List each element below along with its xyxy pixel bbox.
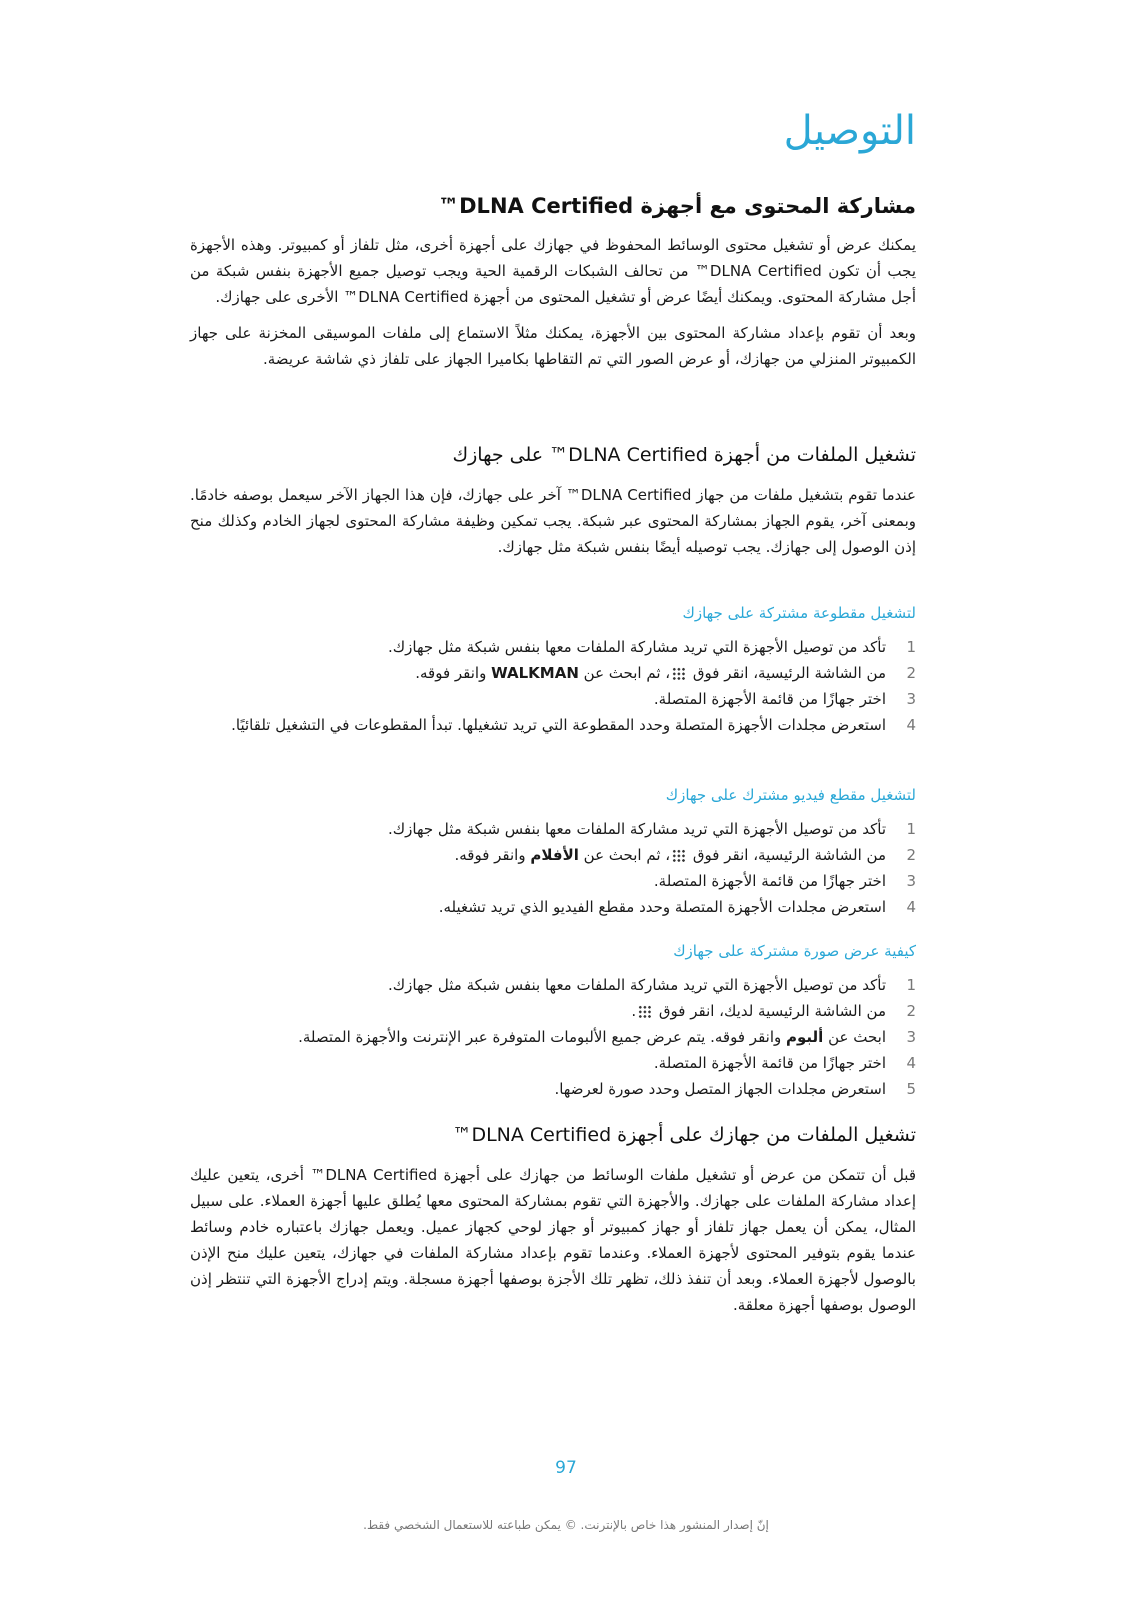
section-heading: تشغيل الملفات من جهازك على أجهزة DLNA Certified™ — [452, 1124, 916, 1146]
list-item: 1 تأكد من توصيل الأجهزة التي تريد مشاركة الملفات معها بنفس شبكة مثل جهازك. — [388, 638, 916, 656]
list-item: 2 من الشاشة الرئيسية، انقر فوق ، ثم ابحث عن WALKMAN وانقر فوقه. — [415, 664, 916, 682]
app-name: الأفلام — [530, 846, 579, 864]
subsection-heading: لتشغيل مقطع فيديو مشترك على جهازك — [665, 786, 916, 804]
section-heading: مشاركة المحتوى مع أجهزة DLNA Certified™ — [438, 194, 916, 218]
list-item: 5 استعرض مجلدات الجهاز المتصل وحدد صورة لعرضها. — [554, 1080, 916, 1098]
subsection-music — [190, 604, 916, 738]
app-name: WALKMAN — [491, 664, 579, 682]
list-item: 1 تأكد من توصيل الأجهزة التي تريد مشاركة الملفات معها بنفس شبكة مثل جهازك. — [388, 976, 916, 994]
steps-list — [190, 816, 916, 920]
app-name: ألبوم — [786, 1028, 824, 1046]
apps-grid-icon — [672, 667, 686, 681]
steps-list — [190, 972, 916, 1102]
paragraph: وبعد أن تقوم بإعداد مشاركة المحتوى بين الأجهزة، يمكنك مثلاً الاستماع إلى ملفات الموسيقى المخزنة على جهاز الكمبيوتر المنزلي من جهازك، أو عرض الصور التي تم التقاطها بكاميرا الجهاز على تلفاز ذي شاشة عريضة. — [190, 324, 916, 368]
subsection-video — [190, 786, 916, 920]
section-heading: تشغيل الملفات من أجهزة DLNA Certified™ على جهازك — [452, 444, 916, 466]
subsection-photo — [190, 942, 916, 1102]
list-item: 4 استعرض مجلدات الأجهزة المتصلة وحدد المقطوعة التي تريد تشغيلها. تبدأ المقطوعات في التشغيل تلقائيًا. — [231, 716, 916, 734]
list-item: 2 من الشاشة الرئيسية، انقر فوق ، ثم ابحث عن الأفلام وانقر فوقه. — [454, 846, 916, 864]
paragraph: قبل أن تتمكن من عرض أو تشغيل ملفات الوسائط من جهازك على أجهزة DLNA Certified™ أخرى، يتعين عليك إعداد مشاركة الملفات على جهازك. والأجهزة التي تقوم بمشاركة المحتوى معها يُطلق عليها أجهزة العملاء. على سبيل المثال، يمكن أن يعمل جهاز تلفاز أو جهاز كمبيوتر أو جهاز لوحي كجهاز عميل. ويعمل جهازك باعتباره خادم وسائط عندما يقوم بتوفير المحتوى لأجهزة العملاء. وعندما تقوم بإعداد مشاركة الملفات في جهازك، يتعين عليك منح الإذن بالوصول لأجهزة العملاء. وبعد أن تنفذ ذلك، تظهر تلك الأجزة بوصفها أجهزة مسجلة. ويتم إدراج الأجهزة التي تنتظر إذن الوصول بوصفها أجهزة معلقة. — [190, 1166, 916, 1314]
subsection-heading: لتشغيل مقطوعة مشتركة على جهازك — [682, 604, 916, 622]
page-number: 97 — [555, 1458, 577, 1478]
list-item: 3 اختر جهازًا من قائمة الأجهزة المتصلة. — [653, 690, 916, 708]
list-item: 3 اختر جهازًا من قائمة الأجهزة المتصلة. — [653, 872, 916, 890]
apps-grid-icon — [638, 1005, 652, 1019]
paragraph: يمكنك عرض أو تشغيل محتوى الوسائط المحفوظ في جهازك على أجهزة أخرى، مثل تلفاز أو كمبيوتر. وهذه الأجهزة يجب أن تكون DLNA Certified™ من تحالف الشبكات الرقمية الحية ويجب توصيل جميع الأجهزة بنفس شبكة من أجل مشاركة المحتوى. ويمكنك أيضًا عرض أو تشغيل المحتوى من أجهزة DLNA Certified™ الأخرى على جهازك. — [190, 236, 917, 306]
section-play-from-dlna — [190, 444, 916, 560]
footer-note: إنّ إصدار المنشور هذا خاص بالإنترنت. © يمكن طباعته للاستعمال الشخصي فقط. — [363, 1518, 769, 1532]
list-item: 4 استعرض مجلدات الأجهزة المتصلة وحدد مقطع الفيديو الذي تريد تشغيله. — [438, 898, 916, 916]
section-share-content — [190, 194, 916, 372]
list-item: 3 ابحث عن ألبوم وانقر فوقه. يتم عرض جميع الألبومات المتوفرة عبر الإنترنت والأجهزة المتصلة. — [298, 1028, 916, 1046]
paragraph: عندما تقوم بتشغيل ملفات من جهاز DLNA Certified™ آخر على جهازك، فإن هذا الجهاز الآخر سيعمل بوصفه خادمًا. وبمعنى آخر، يقوم الجهاز بمشاركة المحتوى عبر شبكة. يجب تمكين وظيفة مشاركة المحتوى لجهاز الخادم وكذلك منح إذن الوصول إلى جهازك. يجب توصيله أيضًا بنفس شبكة مثل جهازك. — [190, 486, 916, 556]
list-item: 2 من الشاشة الرئيسية لديك، انقر فوق . — [631, 1002, 916, 1020]
list-item: 1 تأكد من توصيل الأجهزة التي تريد مشاركة الملفات معها بنفس شبكة مثل جهازك. — [388, 820, 916, 838]
apps-grid-icon — [672, 849, 686, 863]
chapter-title: التوصيل — [783, 108, 916, 154]
subsection-heading: كيفية عرض صورة مشتركة على جهازك — [673, 942, 916, 960]
steps-list — [190, 634, 916, 738]
list-item: 4 اختر جهازًا من قائمة الأجهزة المتصلة. — [653, 1054, 916, 1072]
section-play-to-dlna — [190, 1124, 916, 1318]
